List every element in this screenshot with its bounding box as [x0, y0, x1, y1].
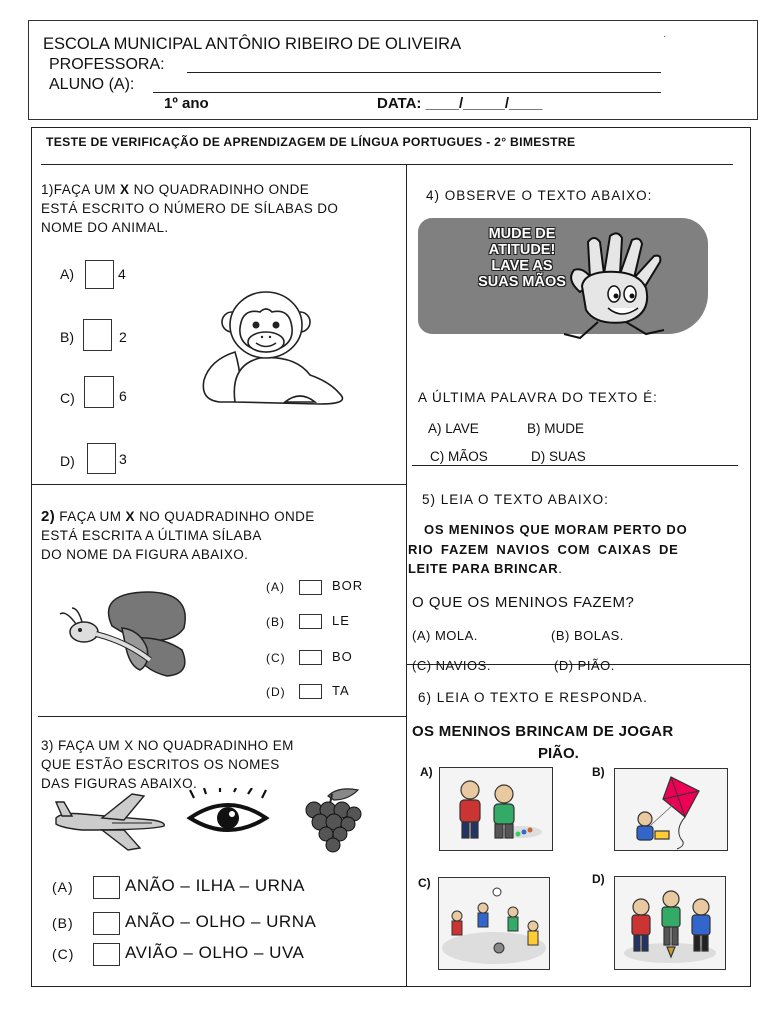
q3-option-c-letter: (C)	[52, 946, 75, 962]
q2-option-b-letter: (B)	[266, 615, 285, 629]
q2-option-d-letter: (D)	[266, 685, 286, 699]
boy-flying-kite-icon	[615, 769, 727, 850]
title-underline	[41, 164, 733, 165]
q1-option-c-value: 6	[119, 388, 127, 404]
q6-option-c-label: C)	[418, 876, 431, 890]
divider-q1-q2	[32, 484, 406, 485]
q3-option-b-checkbox[interactable]	[93, 912, 120, 935]
grade-label: 1º ano	[164, 95, 209, 112]
q2-option-b-value: LE	[332, 613, 350, 628]
q2-option-a-checkbox[interactable]	[299, 580, 322, 595]
q4-option-c[interactable]: C) MÃOS	[430, 449, 488, 464]
q5-question: O QUE OS MENINOS FAZEM?	[412, 594, 635, 611]
grapes-illustration-icon	[298, 786, 368, 856]
stray-dot: ·	[663, 31, 667, 42]
q1-option-c-checkbox[interactable]	[84, 376, 114, 408]
q1-option-c-letter: C)	[60, 390, 75, 406]
q4-poster-text: MUDE DE ATITUDE! LAVE AS SUAS MÃOS	[478, 226, 566, 290]
q2-option-b-checkbox[interactable]	[299, 614, 322, 629]
boys-spinning-top-icon	[615, 877, 725, 969]
butterfly-illustration-icon	[52, 588, 204, 680]
q3-option-c-value: AVIÃO – OLHO – UVA	[125, 943, 305, 962]
q5-option-b[interactable]: (B) BOLAS.	[551, 628, 624, 643]
boys-playing-marbles-icon	[440, 768, 552, 850]
student-line[interactable]	[153, 92, 661, 93]
q6-option-a-label: A)	[420, 765, 433, 779]
q5-text-line3: LEITE PARA BRINCAR.	[408, 561, 563, 576]
q2-option-c-letter: (C)	[266, 651, 286, 665]
monkey-illustration-icon	[190, 290, 360, 410]
date-label: DATA: ____/_____/____	[377, 95, 543, 112]
airplane-illustration-icon	[52, 790, 170, 852]
header-box	[28, 20, 758, 120]
eye-illustration-icon	[186, 788, 270, 842]
q1-option-a-letter: A)	[60, 266, 74, 282]
q3-option-a-letter: (A)	[52, 879, 74, 895]
school-name: ESCOLA MUNICIPAL ANTÔNIO RIBEIRO DE OLIVEIRA	[43, 35, 462, 53]
q6-option-a-image[interactable]	[439, 767, 553, 851]
q3-prompt: 3) FAÇA UM X NO QUADRADINHO EM QUE ESTÃO ESCRITOS OS NOMES DAS FIGURAS ABAIXO.	[41, 738, 294, 791]
q5-option-a[interactable]: (A) MOLA.	[412, 628, 478, 643]
divider-q2-q3	[38, 716, 406, 717]
q5-prompt: 5) LEIA O TEXTO ABAIXO:	[422, 492, 609, 507]
q1-option-a-value: 4	[118, 266, 126, 282]
q5-text-line1: OS MENINOS QUE MORAM PERTO DO	[424, 522, 688, 537]
q2-option-a-letter: (A)	[266, 580, 285, 594]
q6-option-b-image[interactable]	[614, 768, 728, 851]
q3-option-a-checkbox[interactable]	[93, 876, 120, 899]
q6-text-line2: PIÃO.	[538, 745, 579, 762]
q4-question: A ÚLTIMA PALAVRA DO TEXTO É:	[418, 390, 658, 405]
q5-option-d[interactable]: (D) PIÃO.	[554, 658, 615, 673]
q1-option-b-checkbox[interactable]	[83, 319, 112, 351]
column-divider	[406, 164, 407, 986]
q4-option-d[interactable]: D) SUAS	[531, 449, 586, 464]
q3-option-c-checkbox[interactable]	[93, 943, 120, 966]
q1-option-d-checkbox[interactable]	[87, 443, 116, 474]
q1-option-b-letter: B)	[60, 329, 74, 345]
hand-mascot-icon	[560, 230, 690, 346]
kids-playing-ball-icon	[439, 878, 549, 969]
q4-option-a[interactable]: A) LAVE	[428, 421, 479, 436]
q2-prompt: 2) FAÇA UM X NO QUADRADINHO ONDE ESTÁ ESCRITA A ÚLTIMA SÍLABA DO NOME DA FIGURA ABAIXO.	[41, 508, 315, 562]
q1-prompt: 1)FAÇA UM X NO QUADRADINHO ONDE ESTÁ ESCRITO O NÚMERO DE SÍLABAS DO NOME DO ANIMAL.	[41, 182, 339, 235]
q2-option-c-checkbox[interactable]	[299, 650, 322, 665]
q6-option-b-label: B)	[592, 765, 605, 779]
q3-option-a-value: ANÃO – ILHA – URNA	[125, 876, 306, 895]
q6-prompt: 6) LEIA O TEXTO E RESPONDA.	[418, 690, 648, 705]
q2-option-d-checkbox[interactable]	[299, 684, 322, 699]
q1-option-d-letter: D)	[60, 453, 75, 469]
q3-option-b-letter: (B)	[52, 915, 74, 931]
q5-option-c[interactable]: (C) NAVIOS.	[412, 658, 491, 673]
teacher-label: PROFESSORA:	[49, 56, 165, 73]
q2-option-a-value: BOR	[332, 578, 364, 593]
test-title: TESTE DE VERIFICAÇÃO DE APRENDIZAGEM DE LÍNGUA PORTUGUES - 2° BIMESTRE	[46, 135, 576, 149]
q6-text-line1: OS MENINOS BRINCAM DE JOGAR	[412, 723, 674, 740]
q6-option-d-image[interactable]	[614, 876, 726, 970]
q4-prompt: 4) OBSERVE O TEXTO ABAIXO:	[426, 188, 653, 203]
q1-option-b-value: 2	[119, 329, 127, 345]
q6-option-d-label: D)	[592, 872, 605, 886]
q4-option-b[interactable]: B) MUDE	[527, 421, 584, 436]
q2-option-c-value: BO	[332, 649, 353, 664]
q5-text-line2: RIO FAZEM NAVIOS COM CAIXAS DE	[408, 542, 679, 557]
q1-option-a-checkbox[interactable]	[85, 260, 114, 289]
divider-q4-q5	[412, 465, 738, 466]
q1-option-d-value: 3	[119, 451, 127, 467]
q2-option-d-value: TA	[332, 683, 350, 698]
student-label: ALUNO (A):	[49, 76, 135, 93]
q6-option-c-image[interactable]	[438, 877, 550, 970]
teacher-line[interactable]	[187, 72, 661, 73]
q3-option-b-value: ANÃO – OLHO – URNA	[125, 912, 317, 931]
